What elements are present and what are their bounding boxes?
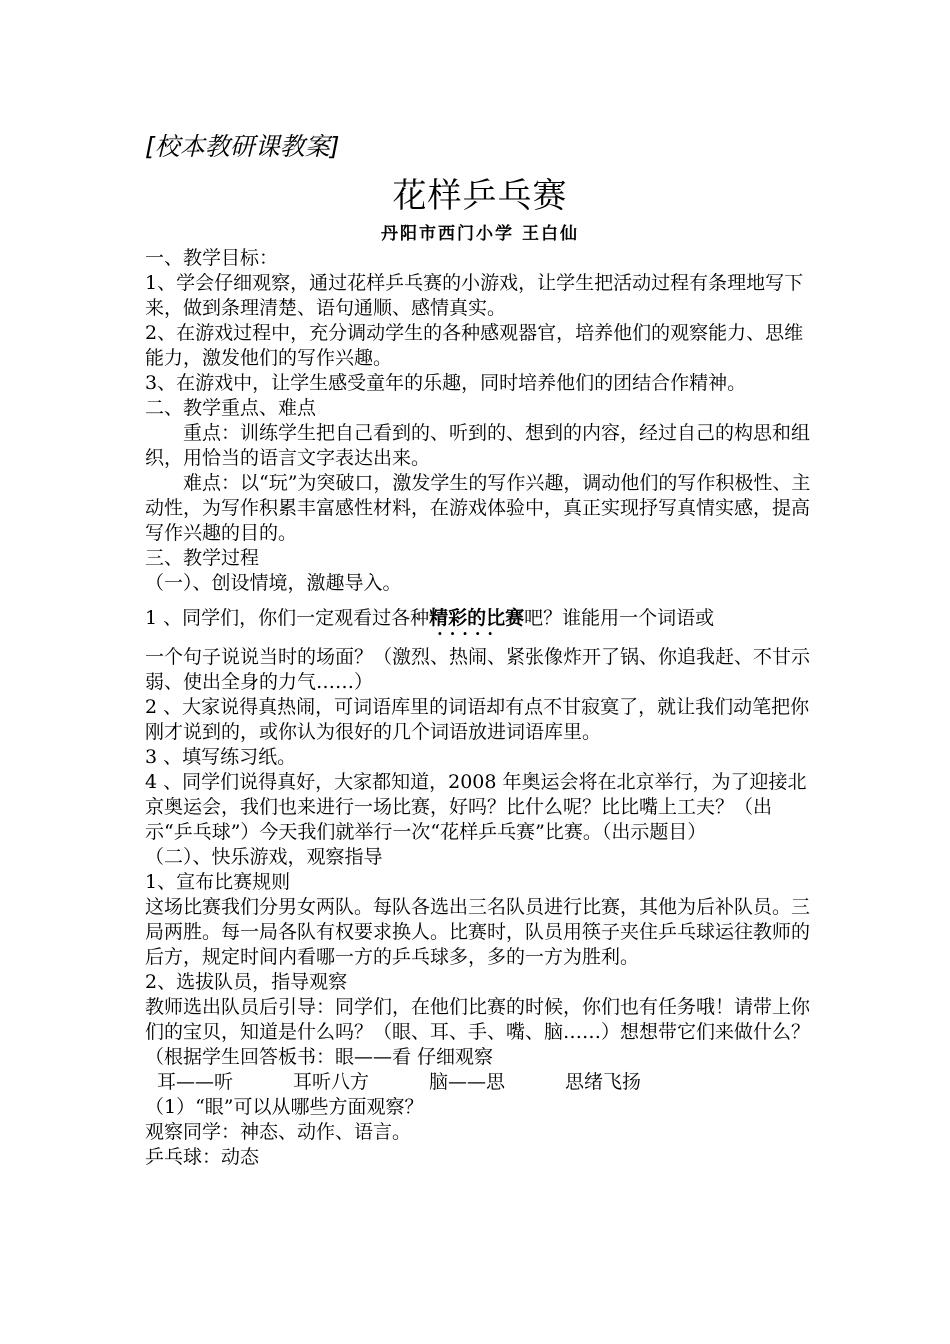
sub-heading: （二）、快乐游戏，观察指导 xyxy=(145,846,383,868)
step-3: 3 、填写练习纸。 xyxy=(145,746,297,768)
objective-3: 3、在游戏中，让学生感受童年的乐趣，同时培养他们的团结合作精神。 xyxy=(145,372,747,394)
observe-classmates: 观察同学：神态、动作、语言。 xyxy=(145,1121,412,1143)
emphasis-text: 精彩的比赛 ····· xyxy=(429,607,524,629)
observe-ball: 乒乓球：动态 xyxy=(145,1146,260,1168)
key-point: 重点：训练学生把自己看到的、听到的、想到的内容，经过自己的构思和组织，用恰当的语言文字表达出来。 xyxy=(145,422,811,469)
step-4: 4 、同学们说得真好，大家都知道，2008 年奥运会将在北京举行，为了迎接北京奥运会，我们也来进行一场比赛，好吗？比什么呢？比比嘴上工夫？（出示“乒乓球”）今天我们就举行一次“花样乒乓赛”比赛。（出示题目） xyxy=(145,771,807,843)
board-item: 思绪飞扬 xyxy=(565,1071,642,1093)
selection-heading: 2、选拔队员，指导观察 xyxy=(145,971,348,993)
objective-2: 2、在游戏过程中，充分调动学生的各种感观器官，培养他们的观察能力、思维能力，激发他们的写作兴趣。 xyxy=(145,322,804,369)
lesson-plan-page xyxy=(145,130,815,1170)
spacer xyxy=(145,596,815,606)
sub-heading: （一）、创设情境，激趣导入。 xyxy=(145,572,402,594)
section-heading: 三、教学过程 xyxy=(145,547,260,569)
rules-heading: 1、宣布比赛规则 xyxy=(145,871,291,893)
author-line: 丹阳市西门小学 王白仙 xyxy=(381,224,579,244)
step-1-line xyxy=(145,606,815,631)
selection-text: 教师选出队员后引导：同学们，在他们比赛的时候，你们也有任务哦！请带上你们的宝贝，知道是什么吗？（眼、耳、手、嘴、脑……）想想带它们来做什么？（根据学生回答板书：眼——看 仔细观察 xyxy=(145,996,811,1068)
page-title: 花样乒乓赛 xyxy=(392,176,568,216)
section-heading: 一、教学目标： xyxy=(145,247,279,269)
board-item: 脑——思 xyxy=(429,1071,506,1093)
step-1-text-a: 1 、同学们，你们一定观看过各种 xyxy=(145,607,430,629)
board-line xyxy=(145,1070,815,1095)
step-1-continued: 一个句子说说当时的场面？（激烈、热闹、紧张像炸开了锅、你追我赶、不甘示弱、使出全身的力气……） xyxy=(145,646,811,693)
step-1-text-b: 吧？谁能用一个词语或 xyxy=(524,607,715,629)
question-1: （1）“眼”可以从哪些方面观察？ xyxy=(145,1096,424,1118)
board-item: 耳——听 xyxy=(157,1071,234,1093)
board-item: 耳听八方 xyxy=(293,1071,370,1093)
step-2: 2 、大家说得真热闹，可词语库里的词语却有点不甘寂寞了，就让我们动笔把你刚才说到的，或你认为很好的几个词语放进词语库里。 xyxy=(145,696,810,743)
section-heading: 二、教学重点、难点 xyxy=(145,397,317,419)
difficulty: 难点：以“玩”为突破口，激发学生的写作兴趣，调动他们的写作积极性、主动性，为写作积累丰富感性材料，在游戏体验中，真正实现抒写真情实感，提高写作兴趣的目的。 xyxy=(145,472,811,544)
objective-1: 1、学会仔细观察，通过花样乒乓赛的小游戏，让学生把活动过程有条理地写下来，做到条理清楚、语句通顺、感情真实。 xyxy=(145,272,804,319)
doc-tag: [校本教研课教案] xyxy=(145,132,340,161)
rules-text: 这场比赛我们分男女两队。每队各选出三名队员进行比赛，其他为后补队员。三局两胜。每一局各队有权要求换人。比赛时，队员用筷子夹住乒乓球运往教师的后方，规定时间内看哪一方的乒乓球多，多的一方为胜利。 xyxy=(145,896,811,968)
